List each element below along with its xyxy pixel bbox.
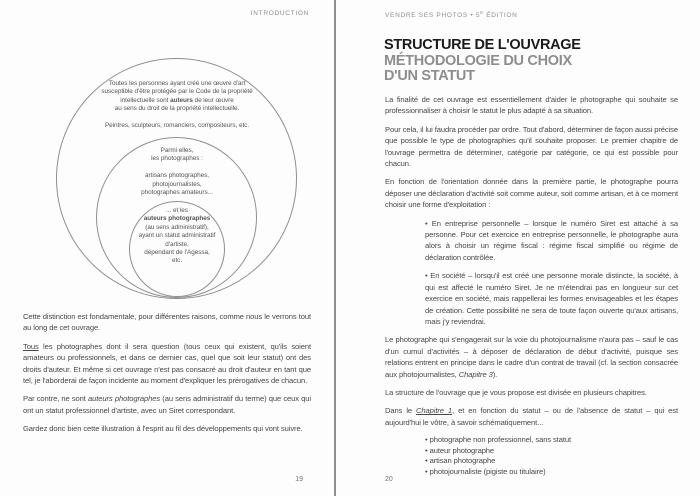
- diagram-label-photographers: Parmi elles, les photographes : artisans photographes, photojournalistes, photographes amateurs...: [141, 147, 213, 197]
- left-body: [23, 311, 311, 442]
- section-subtitle-line1: MÉTHODOLOGIE DU CHOIX: [384, 52, 572, 69]
- page-left: [0, 0, 334, 496]
- page-number-left: 19: [295, 476, 303, 483]
- section-subtitle-line2: D'UN STATUT: [384, 68, 475, 85]
- list-item: • photojournaliste (pigiste ou titulaire): [425, 466, 546, 476]
- running-head-right: VENDRE SES PHOTOS • $5^E$ ÉDITION: [385, 10, 518, 20]
- list-item: • auteur photographe: [425, 445, 495, 455]
- paragraph-photojournalisme: Le photographe qui s'engagerait sur la voie du photojournalisme n'aura pas – sauf le cas d'un cumul d'activités – à déposer de déclaration de début d'activité, puisque ses relations entrent en principe dans le cadre d'un contrat de travail (cf. la section consacrée aux photojournalistes, Chapitre 3).: [385, 335, 678, 379]
- right-body: [385, 94, 678, 478]
- paragraph-structure: La structure de l'ouvrage que je vous propose est divisée en plusieurs chapitres.: [385, 387, 647, 397]
- page-right: [336, 0, 700, 496]
- running-head-left: INTRODUCTION: [250, 10, 309, 17]
- paragraph-gardez: Gardez donc bien cette illustration à l'esprit au fil des développements qui vont suivre.: [23, 424, 303, 434]
- paragraph-orientation: En fonction de l'orientation donnée dans la première partie, le photographe pourra déposer une déclaration d'activité soit comme auteur, soit comme artisan, et à ce moment choisir une forme d'exploitation :: [385, 177, 678, 210]
- page-number-right: 20: [385, 476, 393, 483]
- bullet-entreprise-personnelle: • En entreprise personnelle – lorsque le numéro Siret est attaché à sa personne. Pour cet exercice en entreprise personnelle, le photographe aura alors à choisir un régime fiscal : régime fiscal simplifié ou régime de déclaration contrôlée.: [425, 218, 678, 262]
- status-list: [425, 435, 678, 477]
- paragraph-finalite: La finalité de cet ouvrage est essentiellement d'aider le photographe qui souhaite se professionnaliser à choisir le statut le plus adapté à sa situation.: [385, 95, 678, 116]
- paragraph-par-contre: Par contre, ne sont auteurs photographes (au sens administratif du terme) que ceux qui ont un statut professionnel d'artiste, avec un Siret correspondant.: [23, 394, 311, 415]
- section-heading: [384, 38, 581, 85]
- paragraph-tous-photographes: Tous les photographes dont il sera question (tous ceux qui existent, qu'ils soient amateurs ou professionnels, et dans ce dernier cas, quel que soit leur statut) ont des droits d'auteur. Et même si cet ouvrage n'est pas consacré au droit d'auteur en tant que tel, je l'aborderai de façon incidente au moment d'expliquer les prérogatives de chacun.: [23, 341, 311, 386]
- paragraph-chapitre1: Dans le Chapitre 1, et en fonction du statut – ou de l'absence de statut – qui est aujourd'hui le vôtre, à savoir schématiquement...: [385, 406, 678, 427]
- list-item: • artisan photographe: [425, 456, 496, 466]
- paragraph-distinction: Cette distinction est fondamentale, pour différentes raisons, comme nous le verrons tout au long de cet ouvrage.: [23, 312, 311, 333]
- diagram-label-authors: Toutes les personnes ayant créé une œuvre d'art susceptible d'être protégée par le Code de la propriété intellectuelle sont auteurs de leur œuvre au sens du droit de la propriété intellectuelle. Peintres, sculpteurs, romanciers, compositeurs, etc.: [101, 80, 253, 130]
- paragraph-pour-cela: Pour cela, il lui faudra procéder par ordre. Tout d'abord, déterminer de façon aussi précise que possible le type de photographies qu'il souhaite proposer. Le premier chapitre de l'ouvrage permettra de déterminer, catégorie par catégorie, ce qui est possible pour chacun.: [385, 124, 678, 169]
- list-item: • photographe non professionnel, sans statut: [425, 435, 572, 445]
- bullet-en-societe: • En société – lorsqu'il est créé une personne morale distincte, la société, à qui est affecté le numéro Siret. Je ne m'étendrai pas en longueur sur cet exercice en société, mais rappellerai les formes envisageables et les étapes de création. Cette possibilité ne sera de toute façon ouverte qu'aux artisans, mais j'y reviendrai.: [425, 271, 678, 326]
- diagram-label-author-photographers: ... et les auteurs photographes (au sens administratif), ayant un statut administratif d'artiste, dépendant de l'Agessa, etc.: [138, 207, 216, 265]
- section-title: STRUCTURE DE L'OUVRAGE: [384, 37, 581, 53]
